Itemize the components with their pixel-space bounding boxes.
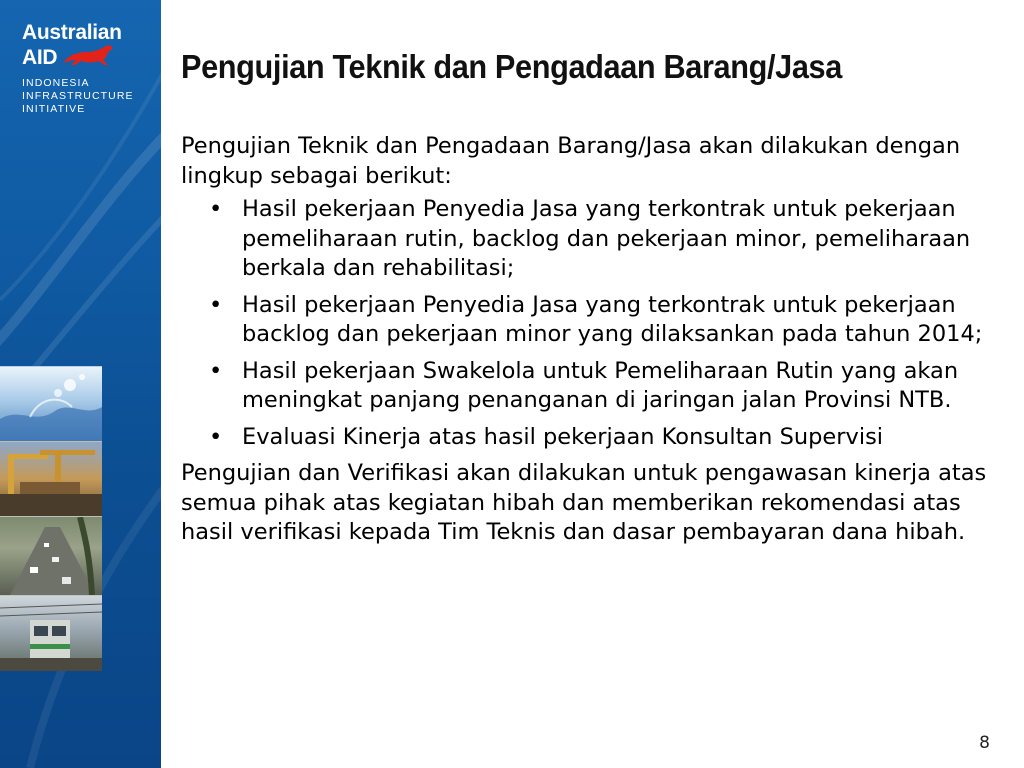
bullet-item: • Hasil pekerjaan Penyedia Jasa yang terkontrak untuk pekerjaan backlog dan pekerjaan minor yang dilaksankan pada tahun 2014; — [242, 291, 1001, 350]
commuter-train-photo — [0, 595, 102, 671]
logo-sub-line1: INDONESIA — [22, 77, 90, 89]
water-splash-photo — [0, 366, 102, 441]
page-number: 8 — [979, 733, 990, 753]
sidebar-panel — [0, 0, 161, 768]
logo-name-line2: AID — [22, 46, 58, 69]
slide-title: Pengujian Teknik dan Pengadaan Barang/Jasa — [181, 48, 842, 85]
bullet-item: • Hasil pekerjaan Swakelola untuk Pemeliharaan Rutin yang akan meningkat panjang penanganan di jaringan jalan Provinsi NTB. — [242, 357, 1001, 416]
scope-bullet-list — [181, 195, 1001, 452]
logo-subtitle — [22, 77, 152, 116]
slide-body — [181, 132, 1001, 548]
highway-traffic-photo — [0, 516, 102, 595]
port-cranes-photo — [0, 441, 102, 516]
logo-name-line1: Australian — [22, 21, 122, 44]
bullet-item: • Evaluasi Kinerja atas hasil pekerjaan Konsultan Supervisi — [242, 423, 1001, 453]
bullet-item: • Hasil pekerjaan Penyedia Jasa yang terkontrak untuk pekerjaan pemeliharaan rutin, backlog dan pekerjaan minor, pemeliharaan berkala dan rehabilitasi; — [242, 195, 1001, 284]
closing-paragraph: Pengujian dan Verifikasi akan dilakukan untuk pengawasan kinerja atas semua pihak atas kegiatan hibah dan memberikan rekomendasi atas hasil verifikasi kepada Tim Teknis dan dasar pembayaran dana hibah. — [181, 460, 987, 545]
intro-paragraph: Pengujian Teknik dan Pengadaan Barang/Jasa akan dilakukan dengan lingkup sebagai berikut: — [181, 133, 961, 189]
kangaroo-icon — [61, 43, 123, 67]
australian-aid-logo — [22, 22, 152, 116]
logo-sub-line2: INFRASTRUCTURE — [22, 90, 134, 102]
logo-sub-line3: INITIATIVE — [22, 103, 86, 115]
